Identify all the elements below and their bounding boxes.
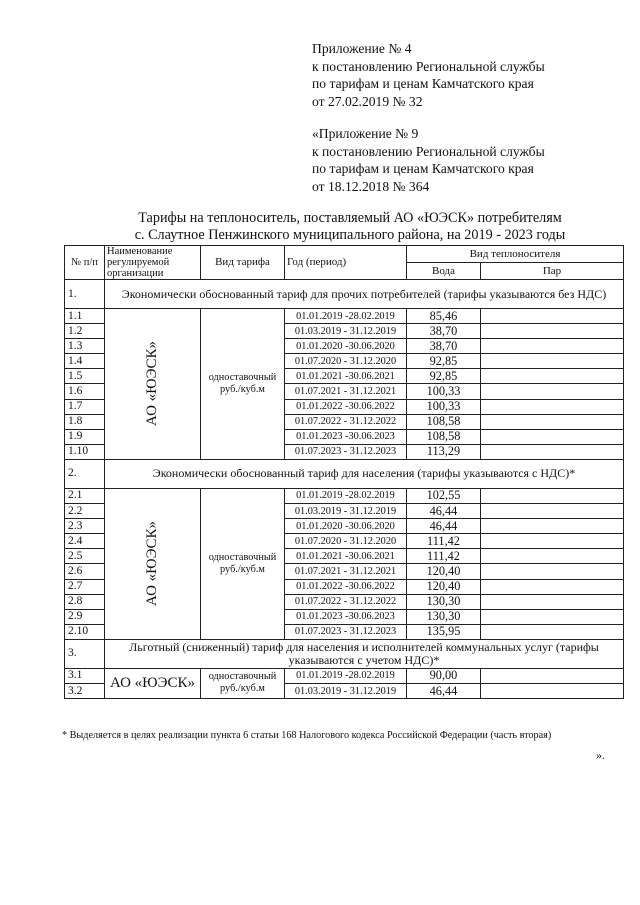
steam-tariff-cell — [481, 354, 624, 369]
steam-tariff-cell — [481, 624, 624, 639]
water-tariff-cell: 46,44 — [407, 519, 481, 534]
steam-tariff-cell — [481, 683, 624, 698]
period-cell: 01.01.2022 -30.06.2022 — [285, 399, 407, 414]
tariff-table-body — [65, 280, 624, 699]
row-number: 1.2 — [65, 324, 105, 339]
table-row — [65, 309, 624, 324]
steam-tariff-cell — [481, 564, 624, 579]
row-number: 2.5 — [65, 549, 105, 564]
water-tariff-cell: 130,30 — [407, 609, 481, 624]
steam-tariff-cell — [481, 519, 624, 534]
title-line-2: с. Слаутное Пенжинского муниципального района, на 2019 - 2023 годы — [134, 227, 566, 243]
period-cell: 01.01.2021 -30.06.2021 — [285, 549, 407, 564]
appendix-line-2: к постановлению Региональной службы — [312, 58, 545, 74]
section-header-row — [65, 639, 624, 668]
water-tariff-cell: 46,44 — [407, 683, 481, 698]
row-number: 1.1 — [65, 309, 105, 324]
water-tariff-cell: 120,40 — [407, 579, 481, 594]
row-number: 1.3 — [65, 339, 105, 354]
water-tariff-cell: 90,00 — [407, 668, 481, 683]
row-number: 2.3 — [65, 519, 105, 534]
period-cell: 01.07.2021 - 31.12.2021 — [285, 564, 407, 579]
steam-tariff-cell — [481, 339, 624, 354]
original-line-1: «Приложение № 9 — [312, 126, 419, 141]
appendix-line-1: Приложение № 4 — [312, 41, 412, 56]
tariff-table — [64, 245, 624, 699]
col-header-no: № п/п — [65, 246, 105, 280]
col-header-carrier: Вид теплоносителя — [407, 246, 624, 263]
section-title: Экономически обоснованный тариф для прочих потребителей (тарифы указываются без НДС) — [105, 280, 624, 309]
period-cell: 01.07.2022 - 31.12.2022 — [285, 414, 407, 429]
col-header-steam: Пар — [481, 263, 624, 280]
steam-tariff-cell — [481, 549, 624, 564]
period-cell: 01.07.2020 - 31.12.2020 — [285, 354, 407, 369]
steam-tariff-cell — [481, 594, 624, 609]
org-name: АО «ЮЭСК» — [144, 521, 160, 607]
water-tariff-cell: 85,46 — [407, 309, 481, 324]
row-number: 2.9 — [65, 609, 105, 624]
footnote: * Выделяется в целях реализации пункта 6 статьи 168 Налогового кодекса Российской Федерации (часть вторая) — [62, 730, 552, 741]
period-cell: 01.03.2019 - 31.12.2019 — [285, 504, 407, 519]
title-line-1: Тарифы на теплоноситель, поставляемый АО «ЮЭСК» потребителям — [138, 210, 562, 226]
row-number: 1.10 — [65, 444, 105, 459]
org-name: АО «ЮЭСК» — [105, 668, 201, 698]
period-cell: 01.01.2019 -28.02.2019 — [285, 309, 407, 324]
water-tariff-cell: 113,29 — [407, 444, 481, 459]
steam-tariff-cell — [481, 324, 624, 339]
tariff-type: одноставочный руб./куб.м — [201, 668, 285, 698]
section-header-row — [65, 459, 624, 488]
steam-tariff-cell — [481, 399, 624, 414]
col-header-type: Вид тарифа — [201, 246, 285, 280]
period-cell: 01.01.2020 -30.06.2020 — [285, 519, 407, 534]
steam-tariff-cell — [481, 429, 624, 444]
steam-tariff-cell — [481, 488, 624, 503]
section-header-row — [65, 280, 624, 309]
row-number: 2.2 — [65, 504, 105, 519]
section-number: 1. — [65, 280, 105, 309]
water-tariff-cell: 92,85 — [407, 369, 481, 384]
water-tariff-cell: 100,33 — [407, 399, 481, 414]
steam-tariff-cell — [481, 534, 624, 549]
section-number: 3. — [65, 639, 105, 668]
period-cell: 01.01.2023 -30.06.2023 — [285, 609, 407, 624]
row-number: 2.4 — [65, 534, 105, 549]
row-number: 1.4 — [65, 354, 105, 369]
document-title — [60, 210, 640, 244]
original-line-4: от 18.12.2018 № 364 — [312, 178, 430, 194]
steam-tariff-cell — [481, 444, 624, 459]
row-number: 1.7 — [65, 399, 105, 414]
row-number: 3.1 — [65, 668, 105, 683]
period-cell: 01.07.2022 - 31.12.2022 — [285, 594, 407, 609]
org-name: АО «ЮЭСК» — [144, 341, 160, 427]
row-number: 2.8 — [65, 594, 105, 609]
row-number: 2.6 — [65, 564, 105, 579]
col-header-period: Год (период) — [285, 246, 407, 280]
org-cell — [105, 309, 201, 460]
water-tariff-cell: 38,70 — [407, 339, 481, 354]
row-number: 3.2 — [65, 683, 105, 698]
row-number: 1.9 — [65, 429, 105, 444]
water-tariff-cell: 100,33 — [407, 384, 481, 399]
row-number: 2.10 — [65, 624, 105, 639]
steam-tariff-cell — [481, 609, 624, 624]
row-number: 1.5 — [65, 369, 105, 384]
water-tariff-cell: 111,42 — [407, 549, 481, 564]
col-header-water: Вода — [407, 263, 481, 280]
section-number: 2. — [65, 459, 105, 488]
row-number: 2.7 — [65, 579, 105, 594]
period-cell: 01.01.2020 -30.06.2020 — [285, 339, 407, 354]
appendix-line-3: по тарифам и ценам Камчатского края — [312, 76, 534, 91]
water-tariff-cell: 120,40 — [407, 564, 481, 579]
section-title: Льготный (сниженный) тариф для населения и исполнителей коммунальных услуг (тарифы указываются с учетом НДС)* — [105, 639, 624, 668]
water-tariff-cell: 46,44 — [407, 504, 481, 519]
water-tariff-cell: 108,58 — [407, 429, 481, 444]
period-cell: 01.07.2020 - 31.12.2020 — [285, 534, 407, 549]
original-line-3: по тарифам и ценам Камчатского края — [312, 161, 534, 176]
period-cell: 01.01.2022 -30.06.2022 — [285, 579, 407, 594]
period-cell: 01.07.2023 - 31.12.2023 — [285, 444, 407, 459]
org-cell — [105, 488, 201, 639]
water-tariff-cell: 111,42 — [407, 534, 481, 549]
period-cell: 01.03.2019 - 31.12.2019 — [285, 683, 407, 698]
appendix-header — [312, 40, 545, 110]
water-tariff-cell: 130,30 — [407, 594, 481, 609]
row-number: 1.8 — [65, 414, 105, 429]
water-tariff-cell: 135,95 — [407, 624, 481, 639]
original-appendix-header — [312, 125, 545, 195]
period-cell: 01.01.2019 -28.02.2019 — [285, 668, 407, 683]
water-tariff-cell: 102,55 — [407, 488, 481, 503]
steam-tariff-cell — [481, 309, 624, 324]
period-cell: 01.07.2021 - 31.12.2021 — [285, 384, 407, 399]
steam-tariff-cell — [481, 668, 624, 683]
tariff-type: одноставочный руб./куб.м — [201, 309, 285, 460]
tariff-type: одноставочный руб./куб.м — [201, 488, 285, 639]
period-cell: 01.07.2023 - 31.12.2023 — [285, 624, 407, 639]
steam-tariff-cell — [481, 384, 624, 399]
period-cell: 01.01.2019 -28.02.2019 — [285, 488, 407, 503]
col-header-org: Наименование регулируемой организации — [105, 246, 201, 280]
section-title: Экономически обоснованный тариф для населения (тарифы указываются с НДС)* — [105, 459, 624, 488]
water-tariff-cell: 108,58 — [407, 414, 481, 429]
water-tariff-cell: 92,85 — [407, 354, 481, 369]
table-row — [65, 488, 624, 503]
row-number: 2.1 — [65, 488, 105, 503]
steam-tariff-cell — [481, 369, 624, 384]
steam-tariff-cell — [481, 579, 624, 594]
appendix-line-4: от 27.02.2019 № 32 — [312, 93, 423, 109]
water-tariff-cell: 38,70 — [407, 324, 481, 339]
table-row — [65, 668, 624, 683]
steam-tariff-cell — [481, 414, 624, 429]
row-number: 1.6 — [65, 384, 105, 399]
original-line-2: к постановлению Региональной службы — [312, 143, 545, 159]
closing-quote-mark: ». — [596, 748, 605, 762]
period-cell: 01.03.2019 - 31.12.2019 — [285, 324, 407, 339]
steam-tariff-cell — [481, 504, 624, 519]
period-cell: 01.01.2021 -30.06.2021 — [285, 369, 407, 384]
period-cell: 01.01.2023 -30.06.2023 — [285, 429, 407, 444]
